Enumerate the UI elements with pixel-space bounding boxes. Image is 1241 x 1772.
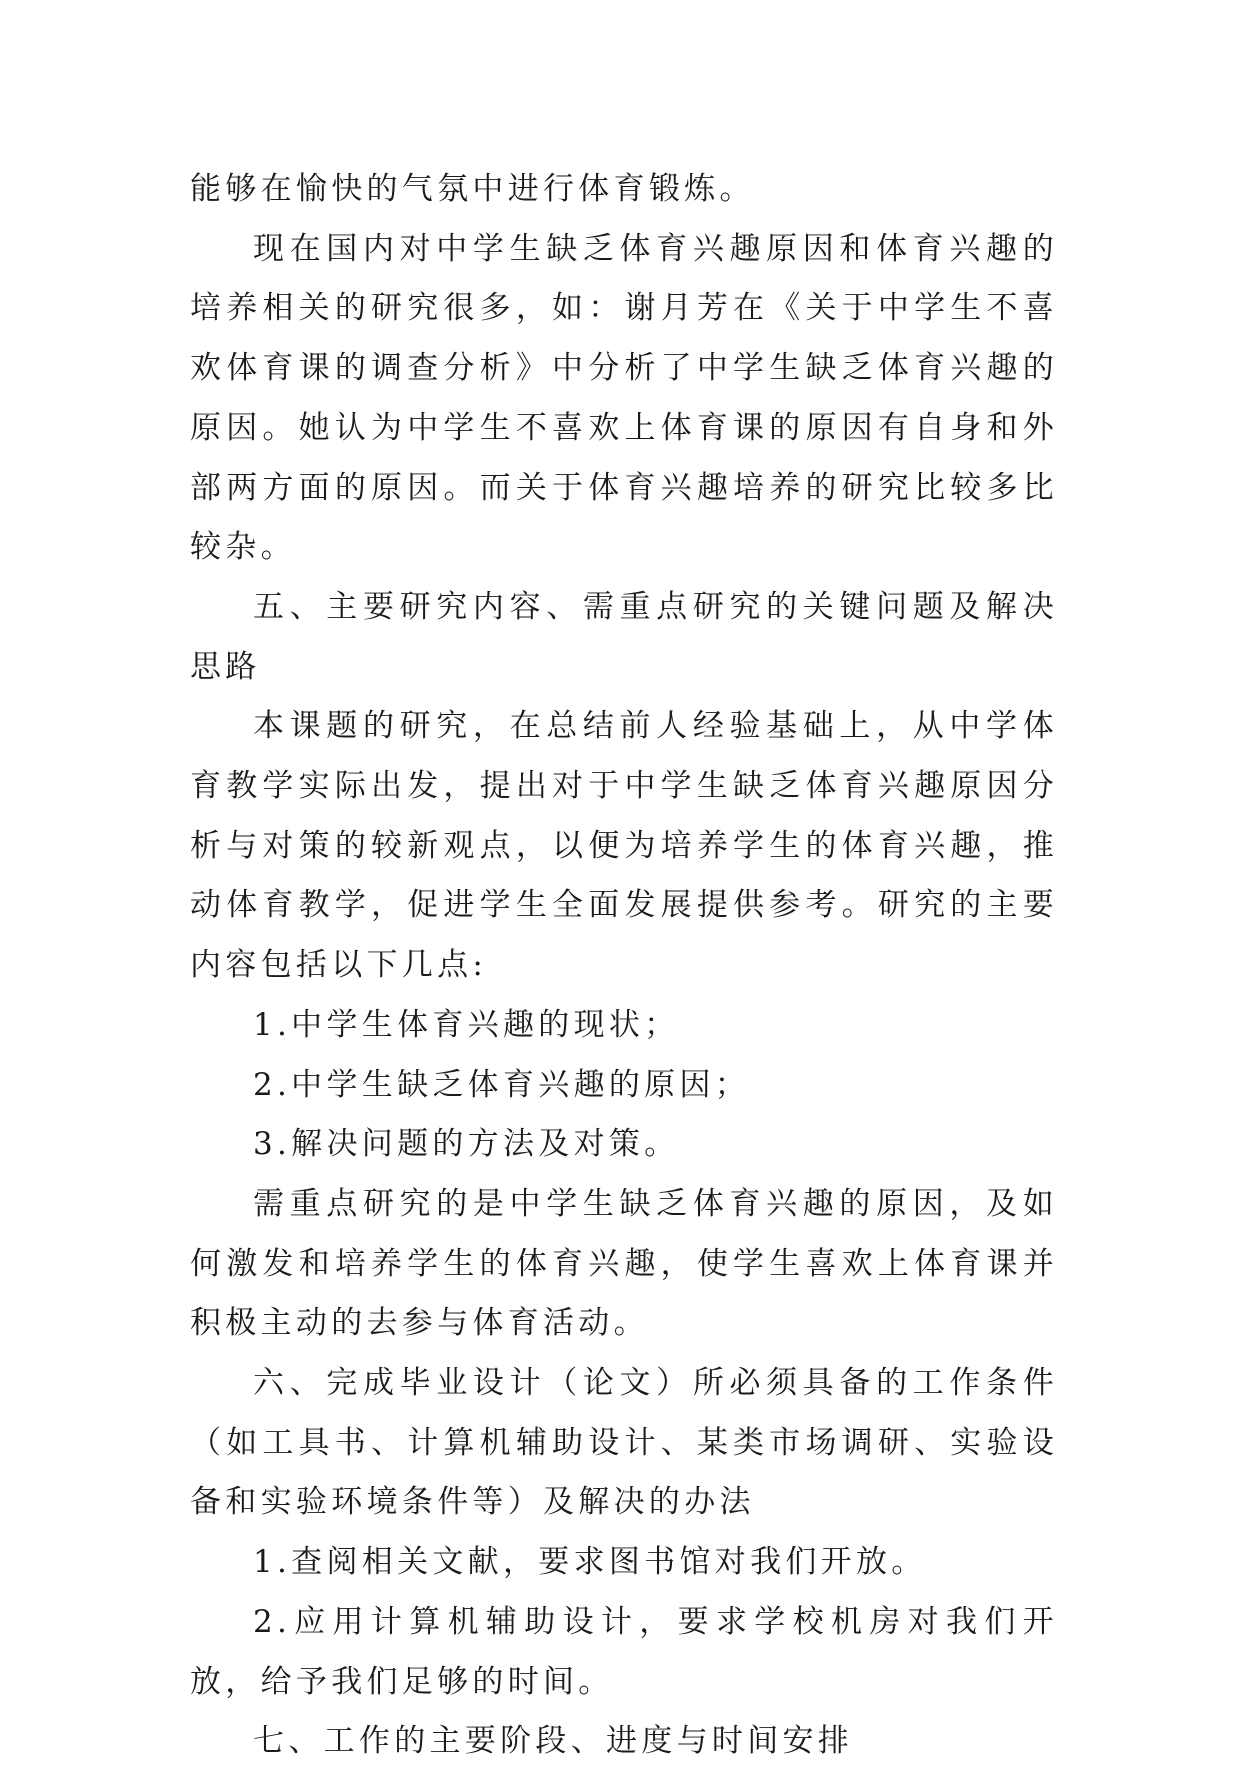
paragraph-research-content: 本课题的研究，在总结前人经验基础上，从中学体育教学实际出发，提出对于中学生缺乏体育兴趣原因分析与对策的较新观点，以便为培养学生的体育兴趣，推动体育教学，促进学生全面发展提供参考。研究的主要内容包括以下几点: bbox=[190, 708, 1058, 984]
list-item-1: 1.中学生体育兴趣的现状； bbox=[253, 1006, 680, 1043]
document-body bbox=[190, 160, 1058, 1772]
list-item-3: 3.解决问题的方法及对策。 bbox=[253, 1126, 680, 1163]
paragraph-continuation: 能够在愉快的气氛中进行体育锻炼。 bbox=[190, 171, 755, 207]
paragraph-key-problem: 需重点研究的是中学生缺乏体育兴趣的原因，及如何激发和培养学生的体育兴趣，使学生喜欢上体育课并积极主动的去参与体育活动。 bbox=[190, 1185, 1058, 1342]
section-heading-six: 六、完成毕业设计（论文）所必须具备的工作条件（如工具书、计算机辅助设计、某类市场调研、实验设备和实验环境条件等）及解决的办法 bbox=[190, 1365, 1058, 1521]
condition-item-2: 2.应用计算机辅助设计，要求学校机房对我们开放，给予我们足够的时间。 bbox=[190, 1603, 1058, 1700]
condition-item-1: 1.查阅相关文献，要求图书馆对我们开放。 bbox=[253, 1544, 927, 1581]
section-heading-five: 五、主要研究内容、需重点研究的关键问题及解决思路 bbox=[190, 588, 1058, 685]
section-heading-seven: 七、工作的主要阶段、进度与时间安排 bbox=[253, 1723, 854, 1760]
list-item-2: 2.中学生缺乏体育兴趣的原因； bbox=[253, 1066, 751, 1103]
paragraph-research-status: 现在国内对中学生缺乏体育兴趣原因和体育兴趣的培养相关的研究很多，如：谢月芳在《关于中学生不喜欢体育课的调查分析》中分析了中学生缺乏体育兴趣的原因。她认为中学生不喜欢上体育课的原因有自身和外部两方面的原因。而关于体育兴趣培养的研究比较多比较杂。 bbox=[190, 230, 1058, 566]
